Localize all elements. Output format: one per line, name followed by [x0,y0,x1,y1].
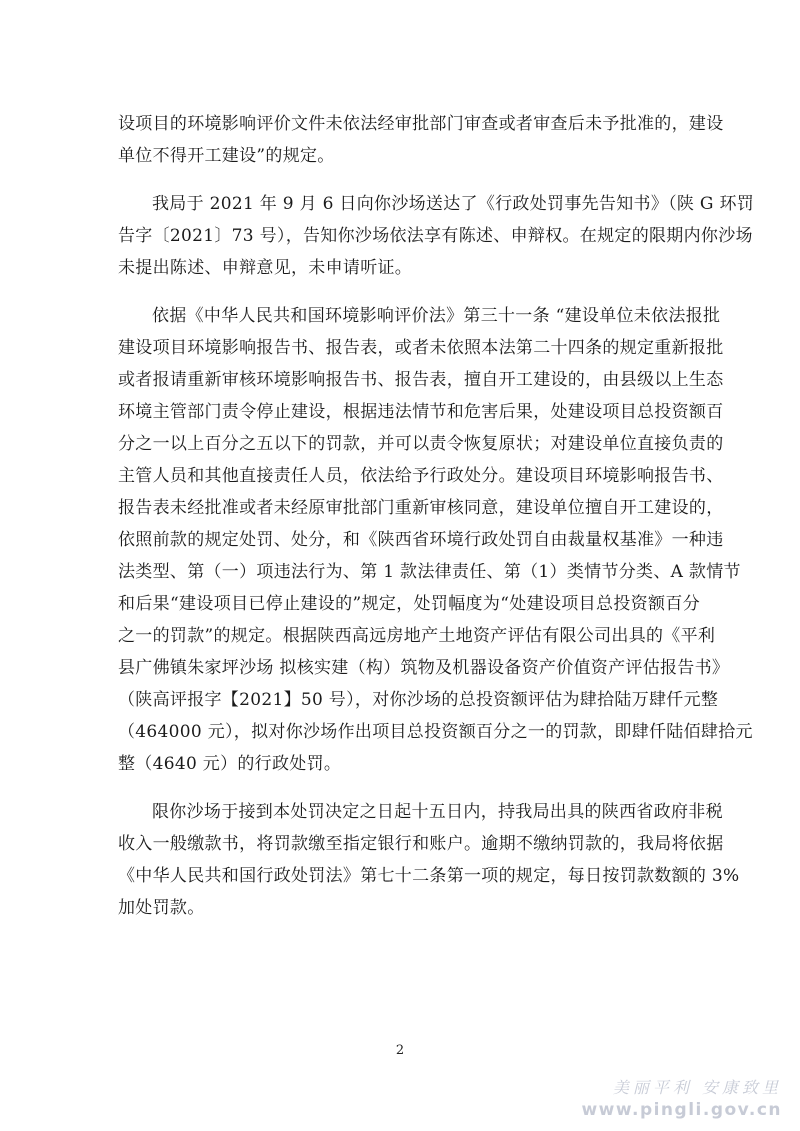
watermark-url: www.pingli.gov.cn [581,1100,782,1120]
text-line: 收入一般缴款书，将罚款缴至指定银行和账户。逾期不缴纳罚款的，我局将依据 [118,834,724,854]
paragraph [118,188,755,284]
text-line: 之一的罚款”的规定。根据陕西高远房地产土地资产评估有限公司出具的《平利 [118,626,716,646]
text-line: 整（4640 元）的行政处罚。 [118,754,342,774]
document-body [118,108,755,924]
paragraph [118,108,724,172]
text-line: 分之一以上百分之五以下的罚款，并可以责令恢复原状；对建设单位直接负责的 [118,434,724,454]
text-line: 县广佛镇朱家坪沙场 拟核实建（构）筑物及机器设备资产价值资产评估报告书》 [118,658,730,678]
text-line: 限你沙场于接到本处罚决定之日起十五日内，持我局出具的陕西省政府非税 [152,802,723,822]
text-line: 环境主管部门责令停止建设，根据违法情节和危害后果，处建设项目总投资额百 [118,402,724,422]
text-line: 主管人员和其他直接责任人员，依法给予行政处分。建设项目环境影响报告书、 [118,466,724,486]
text-line: 法类型、第（一）项违法行为、第 1 款法律责任、第（1）类情节分类、A 款情节 [118,562,741,582]
site-watermark [581,1077,782,1121]
paragraph [118,300,753,780]
page-number: 2 [395,1043,405,1058]
text-line: 建设项目环境影响报告书、报告表，或者未依照本法第二十四条的规定重新报批 [118,338,724,358]
text-line: 告字〔2021〕73 号），告知你沙场依法享有陈述、申辩权。在规定的限期内你沙场 [118,226,753,246]
paragraph [118,796,740,924]
paragraph-gap [118,284,700,300]
text-line: 单位不得开工建设”的规定。 [118,146,335,166]
text-line: 依据《中华人民共和国环境影响评价法》第三十一条 “建设单位未依法报批 [152,306,721,326]
text-line: 依照前款的规定处罚、处分，和《陕西省环境行政处罚自由裁量权基准》一种违 [118,530,724,550]
paragraph-gap [118,780,700,796]
watermark-slogan: 美丽平利 安康致里 [612,1078,782,1097]
text-line: （464000 元），拟对你沙场作出项目总投资额百分之一的罚款，即肆仟陆佰肆拾元 [118,722,753,742]
text-line: 未提出陈述、申辩意见，未申请听证。 [118,258,413,278]
text-line: 我局于 2021 年 9 月 6 日向你沙场送达了《行政处罚事先告知书》（陕 G 环罚 [152,194,755,214]
text-line: （陕高评报字【2021】50 号），对你沙场的总投资额评估为肆拾陆万肆仟元整 [118,690,719,710]
text-line: 加处罚款。 [118,898,205,918]
text-line: 或者报请重新审核环境影响报告书、报告表，擅自开工建设的，由县级以上生态 [118,370,724,390]
text-line: 报告表未经批准或者未经原审批部门重新审核同意，建设单位擅自开工建设的， [118,498,724,518]
text-line: 和后果“建设项目已停止建设的”规定，处罚幅度为“处建设项目总投资额百分 [118,594,700,614]
paragraph-gap [118,172,700,188]
text-line: 《中华人民共和国行政处罚法》第七十二条第一项的规定，每日按罚款数额的 3% [118,866,740,886]
text-line: 设项目的环境影响评价文件未依法经审批部门审查或者审查后未予批准的，建设 [118,114,724,134]
